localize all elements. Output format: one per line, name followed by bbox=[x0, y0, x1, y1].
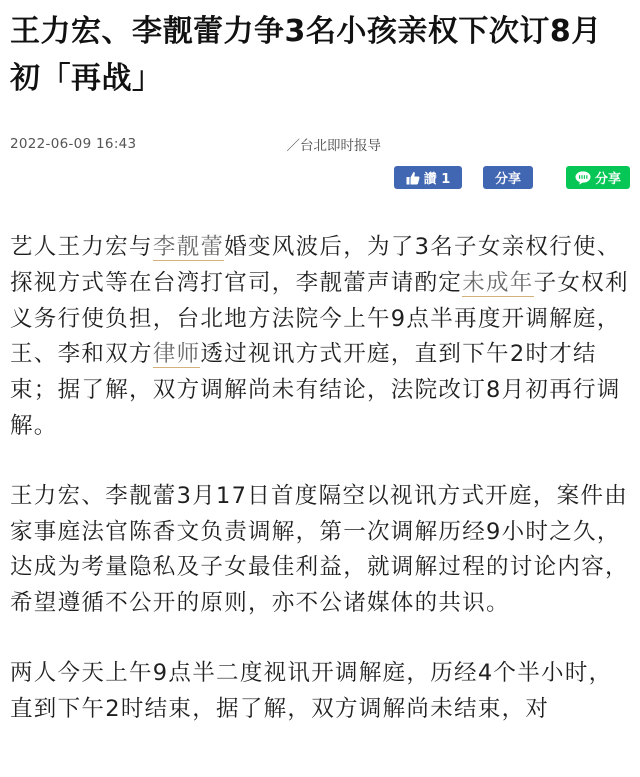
article-body bbox=[10, 230, 630, 762]
line-share-button[interactable] bbox=[566, 166, 630, 189]
headline-line-2: 初「再战」 bbox=[10, 61, 163, 96]
article-meta bbox=[10, 134, 381, 154]
tag-link-li-jinglei[interactable]: 李靓蕾 bbox=[152, 234, 225, 260]
like-button[interactable] bbox=[394, 166, 462, 189]
facebook-share-button[interactable] bbox=[483, 166, 533, 189]
paragraph-1-text-b: 婚变风波后，为了3名子女亲权行使、探视方式等在台湾打官司，李靓蕾声请酌定 bbox=[10, 234, 621, 296]
tag-link-lawyer[interactable]: 律师 bbox=[152, 341, 201, 368]
news-source: ／台北即时报导 bbox=[286, 138, 381, 154]
headline-line-1: 王力宏、李靓蕾力争3名小孩亲权下次订8月 bbox=[10, 14, 602, 49]
paragraph-1-text-c: 子女权利义务行使负担，台北地方法院今上午9点半再度开调解庭，王、李和双方 bbox=[10, 269, 629, 368]
like-label: 讚 1 bbox=[423, 172, 451, 187]
paragraph-2: 王力宏、李靓蕾3月17日首度隔空以视讯方式开庭，案件由家事庭法官陈香文负责调解，第一次调解历经9小时之久，达成为考量隐私及子女最佳利益，就调解过程的讨论内容，希望遵循不公开的原则，亦不公诸媒体的共识。 bbox=[10, 482, 629, 617]
paragraph-1-text-d: 透过视讯方式开庭，直到下午2时才结束；据了解，双方调解尚未有结论，法院改订8月初再行调解。 bbox=[10, 341, 621, 439]
paragraph-1-text-a: 艺人王力宏与 bbox=[10, 234, 153, 260]
thumbs-up-icon bbox=[406, 171, 420, 185]
facebook-share-label: 分享 bbox=[494, 172, 521, 187]
tag-link-minor[interactable]: 未成年 bbox=[462, 269, 534, 296]
line-chat-icon bbox=[575, 171, 591, 185]
publish-date: 2022-06-09 16:43 bbox=[10, 136, 137, 152]
paragraph-1 bbox=[10, 230, 630, 445]
paragraph-3: 两人今天上午9点半二度视讯开调解庭，历经4个半小时，直到下午2时结束，据了解，双方调解尚未结束，对 bbox=[10, 659, 613, 722]
share-bar bbox=[0, 166, 640, 190]
article-headline bbox=[10, 8, 630, 102]
line-share-label: 分享 bbox=[594, 172, 621, 187]
